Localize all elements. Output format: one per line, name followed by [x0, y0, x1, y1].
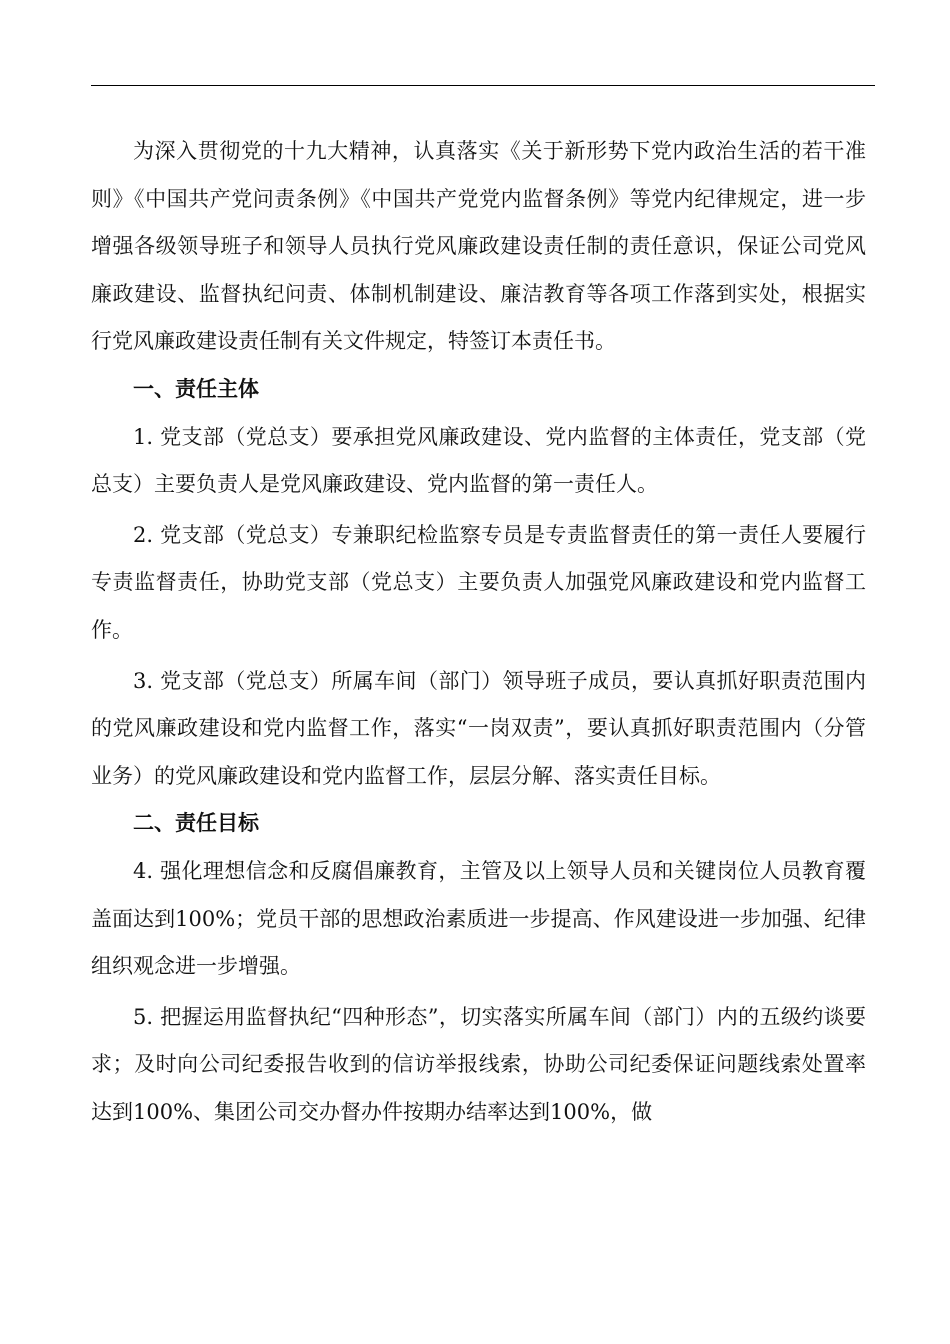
section-heading-responsible-target: 二、责任目标: [133, 811, 259, 836]
header-rule: [91, 85, 875, 86]
item-5: 5. 把握运用监督执纪“四种形态”，切实落实所属车间（部门）内的五级约谈要求；及时向公司纪委报告收到的信访举报线索，协助公司纪委保证问题线索处置率达到100%、集团公司交办督办件按期办结率达到100%，做: [91, 1004, 866, 1124]
item-2: 2. 党支部（党总支）专兼职纪检监察专员是专责监督责任的第一责任人要履行专责监督责任，协助党支部（党总支）主要负责人加强党风廉政建设和党内监督工作。: [91, 522, 866, 642]
section-heading-responsible-subject: 一、责任主体: [133, 376, 259, 401]
item-3: 3. 党支部（党总支）所属车间（部门）领导班子成员，要认真抓好职责范围内的党风廉政建设和党内监督工作，落实“一岗双责”，要认真抓好职责范围内（分管业务）的党风廉政建设和党内监督工作，层层分解、落实责任目标。: [91, 668, 866, 788]
item-4: 4. 强化理想信念和反腐倡廉教育，主管及以上领导人员和关键岗位人员教育覆盖面达到100%；党员干部的思想政治素质进一步提高、作风建设进一步加强、纪律组织观念进一步增强。: [91, 858, 866, 979]
intro-paragraph: 为深入贯彻党的十九大精神，认真落实《关于新形势下党内政治生活的若干准则》《中国共产党问责条例》《中国共产党党内监督条例》等党内纪律规定，进一步增强各级领导班子和领导人员执行党风廉政建设责任制的责任意识，保证公司党风廉政建设、监督执纪问责、体制机制建设、廉洁教育等各项工作落到实处，根据实行党风廉政建设责任制有关文件规定，特签订本责任书。: [91, 139, 866, 354]
item-1: 1. 党支部（党总支）要承担党风廉政建设、党内监督的主体责任，党支部（党总支）主要负责人是党风廉政建设、党内监督的第一责任人。: [91, 424, 866, 497]
document-body: [91, 128, 866, 1136]
